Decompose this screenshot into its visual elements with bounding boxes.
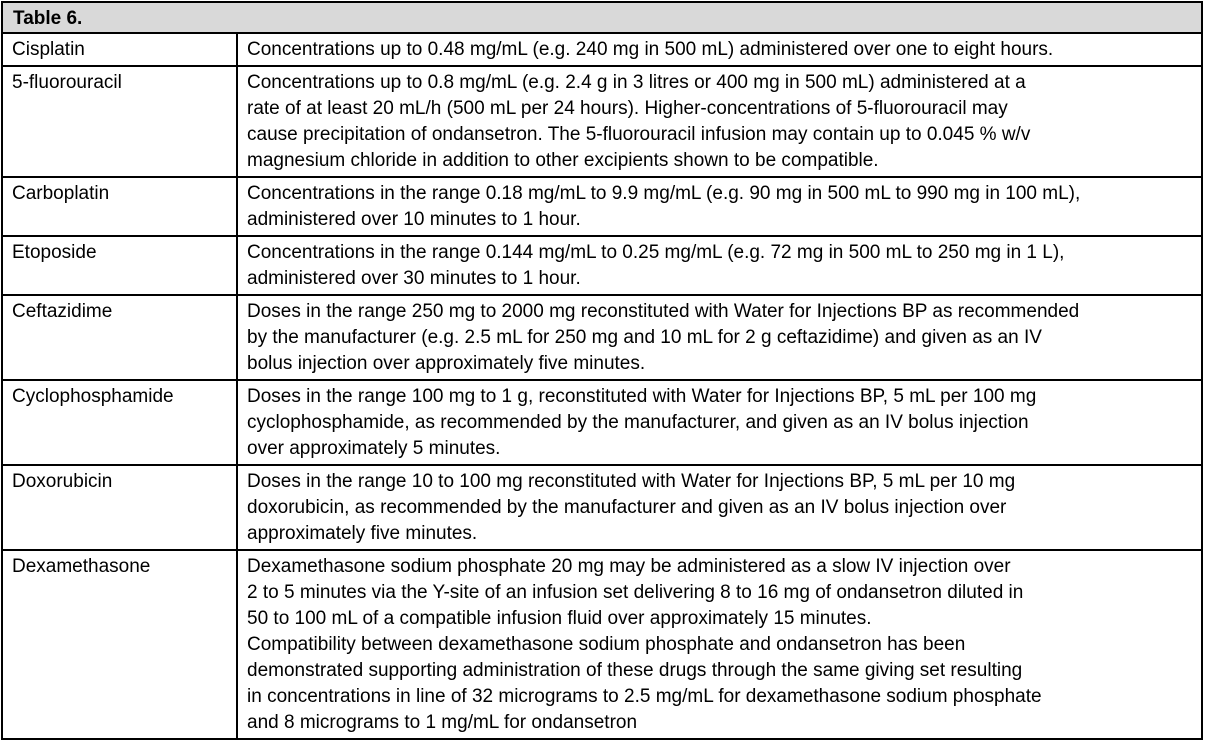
description-line: and 8 micrograms to 1 mg/mL for ondansetron [247,712,638,733]
description-line: approximately five minutes. [247,523,478,544]
description-line: 2 to 5 minutes via the Y-site of an infusion set delivering 8 to 16 mg of ondansetron diluted in [247,582,1024,603]
table-row [3,551,1201,738]
table-row [3,296,1201,381]
description-cell [238,551,1201,738]
drug-name-cell: Carboplatin [3,178,238,235]
description-line: Doses in the range 250 mg to 2000 mg reconstituted with Water for Injections BP as recommended [247,301,1080,322]
description-line: Dexamethasone sodium phosphate 20 mg may be administered as a slow IV injection over [247,556,1011,577]
drug-name-cell: Doxorubicin [3,466,238,549]
description-cell [238,466,1201,549]
drug-name-cell: Etoposide [3,237,238,294]
description-line: Doses in the range 10 to 100 mg reconstituted with Water for Injections BP, 5 mL per 10 mg [247,471,1016,492]
description-line: rate of at least 20 mL/h (500 mL per 24 hours). Higher-concentrations of 5-fluorouracil may [247,98,1008,119]
table-row [3,237,1201,296]
description-line: magnesium chloride in addition to other excipients shown to be compatible. [247,150,879,171]
table-row [3,381,1201,466]
table-row [3,34,1201,67]
description-line: over approximately 5 minutes. [247,438,501,459]
description-cell [238,237,1201,294]
description-line: administered over 10 minutes to 1 hour. [247,209,581,230]
description-line: Doses in the range 100 mg to 1 g, reconstituted with Water for Injections BP, 5 mL per 100 mg [247,386,1037,407]
description-line: cause precipitation of ondansetron. The 5-fluorouracil infusion may contain up to 0.045 % w/v [247,124,1031,145]
description-line: administered over 30 minutes to 1 hour. [247,268,581,289]
description-cell [238,178,1201,235]
drug-name-cell: Dexamethasone [3,551,238,738]
compatibility-table [1,1,1203,740]
table-row [3,178,1201,237]
description-line: Concentrations up to 0.8 mg/mL (e.g. 2.4 g in 3 litres or 400 mg in 500 mL) administered at a [247,72,1026,93]
table-row [3,67,1201,178]
description-line: by the manufacturer (e.g. 2.5 mL for 250 mg and 10 mL for 2 g ceftazidime) and given as an IV [247,327,1042,348]
description-line: doxorubicin, as recommended by the manufacturer and given as an IV bolus injection over [247,497,1007,518]
description-line: cyclophosphamide, as recommended by the manufacturer, and given as an IV bolus injection [247,412,1029,433]
drug-name-cell: Ceftazidime [3,296,238,379]
description-line: demonstrated supporting administration of these drugs through the same giving set resulting [247,660,1023,681]
description-line: Concentrations in the range 0.18 mg/mL to 9.9 mg/mL (e.g. 90 mg in 500 mL to 990 mg in 100 mL), [247,183,1081,204]
table-row [3,466,1201,551]
drug-name-cell: Cyclophosphamide [3,381,238,464]
description-line: Concentrations up to 0.48 mg/mL (e.g. 240 mg in 500 mL) administered over one to eight hours. [247,39,1054,60]
description-line: in concentrations in line of 32 micrograms to 2.5 mg/mL for dexamethasone sodium phosphate [247,686,1042,707]
table-title: Table 6. [3,3,1201,34]
description-cell [238,381,1201,464]
drug-name-cell: Cisplatin [3,34,238,65]
description-line: 50 to 100 mL of a compatible infusion fluid over approximately 15 minutes. [247,608,872,629]
drug-name-cell: 5-fluorouracil [3,67,238,176]
description-line: Compatibility between dexamethasone sodium phosphate and ondansetron has been [247,634,966,655]
description-cell [238,67,1201,176]
description-cell [238,34,1201,65]
description-line: bolus injection over approximately five minutes. [247,353,646,374]
description-cell [238,296,1201,379]
description-line: Concentrations in the range 0.144 mg/mL to 0.25 mg/mL (e.g. 72 mg in 500 mL to 250 mg in 1 L), [247,242,1065,263]
